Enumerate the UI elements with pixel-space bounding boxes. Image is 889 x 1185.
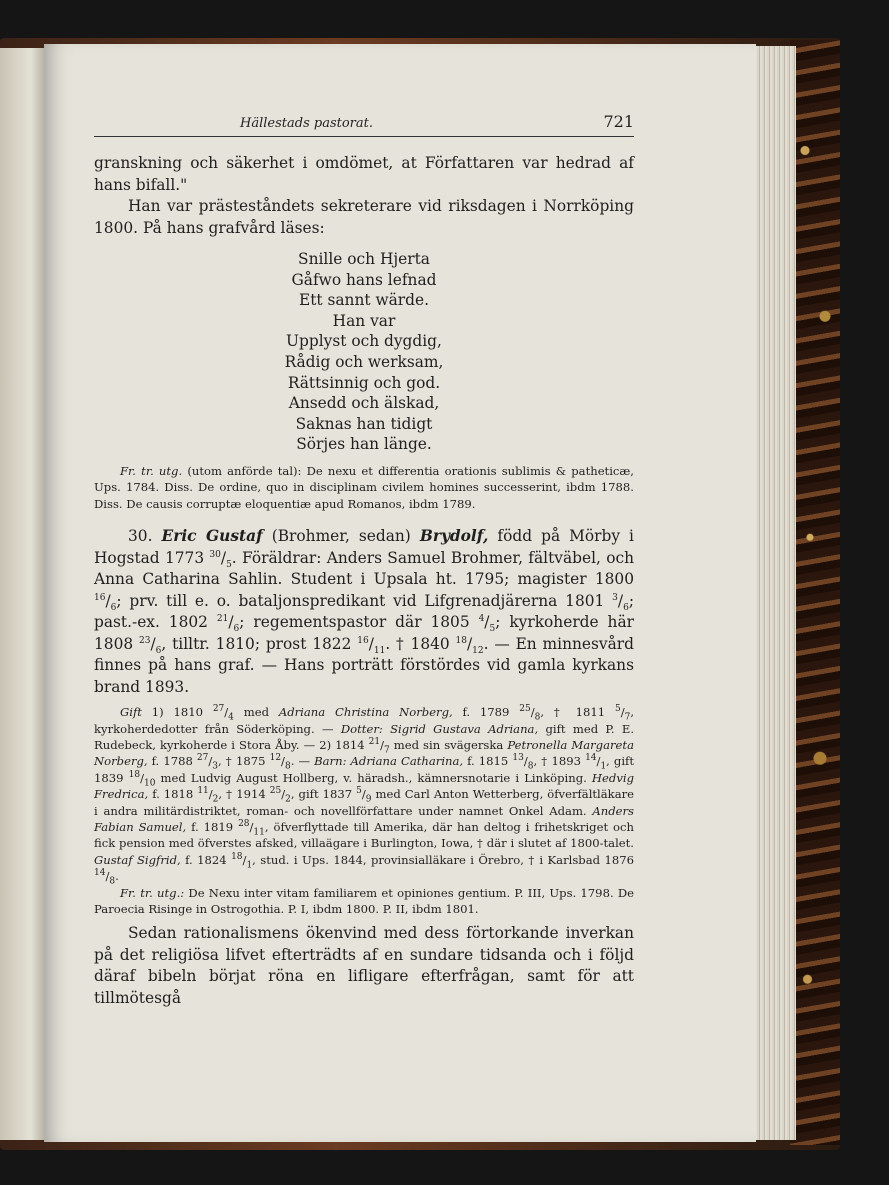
family-text: , † 1914: [218, 787, 270, 802]
date-day: 13: [512, 753, 524, 764]
marbled-edge: [790, 40, 840, 1145]
entry-text: ; past.-ex. 1802: [94, 591, 634, 632]
birth-name: (Brohmer, sedan): [262, 527, 420, 546]
family-text: f. 1818: [148, 787, 198, 802]
book-page: [44, 44, 756, 1142]
date-month: 11: [253, 827, 265, 838]
poem-line: Rättsinnig och god.: [287, 373, 441, 392]
date-month: 2: [285, 794, 291, 805]
epitaph-poem: [94, 249, 634, 455]
date-month: 10: [143, 778, 156, 789]
date-day: 16: [357, 635, 369, 646]
entry-30: 30. Eric Gustaf (Brohmer, sedan) Brydolf, född på Mörby i Hogstad 1773 $^{30}/_5$. Föräldrar: Anders Samuel Brohmer, fältväbel, och Anna Catharina Sahlin. Student i Upsala ht. 1795; magister 1800 $^{16}/_6$; prv. till e. o. bataljonspredikant vid Lifgrenadjärerna 1801 $^3/_6$; past.-ex. 1802 $^{21}/_6$; regementspastor där 1805 $^4/_5$; kyrkoherde här 1808 $^{23}/_6$, tilltr. 1810; prost 1822 $^{16}/_{11}$. † 1840 $^{18}/_{12}$. — En minnesvård finnes på hans graf. — Hans porträtt förstördes vid gamla kyrkans brand 1893.: [94, 527, 634, 696]
date-day: 27: [196, 753, 209, 764]
poem-line: Upplyst och dygdig,: [286, 332, 442, 351]
date-month: 3: [212, 761, 218, 772]
surname: Brydolf,: [419, 527, 489, 546]
family-text: . —: [290, 754, 315, 769]
entry-text: ; regementspastor där 1805: [239, 613, 479, 632]
entry-text: född på Mörby i Hogstad 1773: [94, 527, 634, 567]
paragraph-final: Sedan rationalismens ökenvind med dess förtorkande inverkan på det religiösa lifvet efterträdts af en sundare tidsanda och i följd däraf bibeln börjat röna en lifligare efterfrågan, samt för att tillmötesgå: [94, 924, 634, 1007]
works-text: (utom anförde tal): De nexu et differentia orationis sublimis & patheticæ, Ups. 1784. Diss. De ordine, quo in disciplinam civilem homines successerint, ibdm 1788. Diss. De causis corruptæ eloquentiæ apud Romanos, ibdm 1789.: [94, 463, 634, 511]
works-label: Fr. tr. utg.:: [120, 885, 185, 900]
date-month: 12: [472, 645, 484, 656]
family-text: med Ludvig August Hollberg, v. häradsh., kämnersnotarie i Linköping.: [155, 770, 592, 785]
date-day: 14: [585, 753, 597, 764]
entry-text: . † 1840: [385, 634, 456, 653]
date-month: 6: [155, 645, 162, 656]
family-text: , † 1893: [533, 754, 586, 769]
left-page-edge: [0, 48, 44, 1140]
paragraph-2: Han var prästeståndets sekreterare vid riksdagen i Norrköping 1800. På hans grafvård läses:: [94, 197, 634, 237]
date-month: 1: [600, 761, 607, 772]
date-month: 8: [109, 876, 116, 887]
date-day: 18: [128, 769, 141, 780]
date-day: 11: [197, 786, 209, 797]
date-month: 6: [623, 602, 629, 613]
family-text: .: [115, 869, 119, 884]
date-month: 11: [373, 645, 386, 656]
poem-line: Ansedd och älskad,: [288, 394, 440, 413]
date-month: 4: [228, 712, 234, 723]
date-month: 9: [365, 794, 372, 805]
date-month: 1: [246, 860, 253, 871]
page-content: [94, 112, 634, 1009]
family-text: , öfverflyttade till Amerika, där han deltog i frihetskriget och fick pension med öfverstes afsked, villaägare i Burlington, Iowa, † där i slutet af 1800-talet.: [94, 820, 634, 851]
date-day: 25: [519, 704, 531, 715]
person-name: Barn: Adriana Catharina,: [314, 754, 464, 769]
date-day: 5: [356, 786, 362, 797]
family-text: , gift 1839: [94, 754, 635, 785]
poem-line: Ett sannt wärde.: [298, 291, 430, 310]
page-leaves: [752, 46, 796, 1140]
works-note-1: [94, 463, 634, 512]
entry-text: ; prv. till e. o. bataljonspredikant vid Lifgrenadjärerna 1801: [116, 591, 613, 610]
date-month: 2: [212, 794, 219, 805]
person-name: Gustaf Sigfrid,: [94, 852, 181, 867]
date-month: 7: [624, 712, 631, 723]
date-month: 5: [226, 559, 232, 570]
family-text: f. 1789: [452, 705, 520, 720]
date-month: 8: [284, 761, 291, 772]
person-name: Adriana Christina Norberg,: [278, 705, 453, 720]
works-text: De Nexu inter vitam familiarem et opiniones gentium. P. III, Ups. 1798. De Paroecia Risinge in Ostrogothia. P. I, ibdm 1800. P. II, ibdm 1801.: [94, 885, 635, 917]
paragraph-1: granskning och säkerhet i omdömet, at Författaren var hedrad af hans bifall.": [94, 154, 634, 194]
poem-line: Gåfwo hans lefnad: [291, 270, 437, 289]
date-day: 27: [212, 704, 225, 715]
family-text: , † 1811: [540, 705, 615, 720]
running-header: [94, 112, 634, 137]
given-name: Eric Gustaf: [161, 527, 263, 546]
entry-number: 30.: [128, 527, 153, 546]
date-day: 28: [238, 819, 250, 830]
works-label: Fr. tr. utg.: [120, 463, 183, 478]
spacer: [94, 512, 634, 526]
family-text: , kyrkoherdedotter från Söderköping. —: [94, 705, 635, 736]
running-title: Hällestads pastorat.: [240, 116, 373, 131]
date-day: 18: [231, 851, 243, 862]
date-day: 5: [614, 704, 621, 715]
gift-label: Gift: [120, 705, 142, 720]
date-month: 5: [489, 624, 496, 635]
date-day: 21: [216, 614, 229, 625]
person-name: Hedvig Fredrica,: [94, 770, 634, 802]
date-month: 6: [110, 602, 117, 613]
family-text: f. 1824: [180, 852, 232, 867]
entry-text: ; kyrkoherde här 1808: [94, 613, 634, 653]
date-month: 8: [527, 761, 534, 772]
poem-line: Han var: [332, 311, 396, 330]
family-text: med: [233, 705, 279, 720]
person-name: Petronella Margareta Norberg,: [94, 737, 634, 769]
works-note-2: [94, 885, 634, 918]
date-day: 14: [94, 868, 106, 879]
family-text: f. 1819: [186, 820, 239, 834]
date-day: 21: [368, 737, 381, 748]
family-text: , gift 1837: [290, 787, 357, 802]
family-text: f. 1815: [463, 754, 513, 769]
family-text: 1) 1810: [141, 705, 213, 720]
poem-line: Saknas han tidigt: [295, 414, 433, 433]
entry-text: . Föräldrar: Anders Samuel Brohmer, fältväbel, och Anna Catharina Sahlin. Student i Upsala ht. 1795; magister 1800: [94, 548, 634, 589]
family-text: f. 1788: [147, 754, 197, 769]
poem-line: Rådig och werksam,: [284, 352, 444, 371]
entry-text: . — En minnesvård finnes på hans graf. — Hans porträtt förstördes vid gamla kyrkans brand 1893.: [94, 634, 634, 696]
date-day: 12: [269, 753, 282, 764]
family-text: med sin svägerska: [389, 737, 508, 752]
date-day: 16: [94, 592, 106, 603]
date-month: 7: [384, 745, 390, 756]
family-text: gift med P. E. Rudebeck, kyrkoherde i Stora Åby. — 2) 1814: [94, 721, 634, 752]
date-day: 18: [455, 635, 467, 646]
person-name: Anders Fabian Samuel,: [94, 803, 634, 834]
page-number: 721: [603, 112, 634, 131]
family-text: , † 1875: [218, 754, 270, 769]
date-day: 30: [209, 549, 221, 560]
person-name: Dotter: Sigrid Gustava Adriana,: [340, 721, 539, 736]
date-day: 3: [612, 592, 618, 603]
date-day: 4: [478, 614, 485, 625]
date-month: 6: [233, 624, 240, 635]
date-month: 8: [534, 712, 541, 723]
poem-line: Snille och Hjerta: [298, 250, 430, 268]
date-day: 23: [139, 635, 151, 646]
entry-text: , tilltr. 1810; prost 1822: [161, 634, 358, 653]
family-text: med Carl Anton Wetterberg, öfverfältläkare i andra militärdistriktet, roman- och novellförfattare under namnet Onkel Adam.: [94, 787, 635, 818]
family-note: Gift 1) 1810 $^{27}/_4$ med Adriana Christina Norberg, f. 1789 $^{25}/_8$, † 1811 $^5/_7$, kyrkoherdedotter från Söderköping. — Dotter: Sigrid Gustava Adriana, gift med P. E. Rudebeck, kyrkoherde i Stora Åby. — 2) 1814 $^{21}/_7$ med sin svägerska Petronella Margareta Norberg, f. 1788 $^{27}/_3$, † 1875 $^{12}/_8$. — Barn: Adriana Catharina, f. 1815 $^{13}/_8$, † 1893 $^{14}/_1$, gift 1839 $^{18}/_{10}$ med Ludvig August Hollberg, v. häradsh., kämnersnotarie i Linköping. Hedvig Fredrica, f. 1818 $^{11}/_2$, † 1914 $^{25}/_2$, gift 1837 $^5/_9$ med Carl Anton Wetterberg, öfverfältläkare i andra militärdistriktet, roman- och novellförfattare under namnet Onkel Adam. Anders Fabian Samuel, f. 1819 $^{28}/_{11}$, öfverflyttade till Amerika, där han deltog i frihetskriget och fick pension med öfverstes afsked, villaägare i Burlington, Iowa, † där i slutet af 1800-talet. Gustaf Sigfrid, f. 1824 $^{18}/_1$, stud. i Ups. 1844, provinsialläkare i Örebro, † i Karlsbad 1876 $^{14}/_8$.: [94, 704, 635, 887]
poem-line: Sörjes han länge.: [296, 435, 432, 454]
date-day: 25: [269, 786, 282, 797]
family-text: , stud. i Ups. 1844, provinsialläkare i Örebro, † i Karlsbad 1876: [252, 852, 634, 867]
